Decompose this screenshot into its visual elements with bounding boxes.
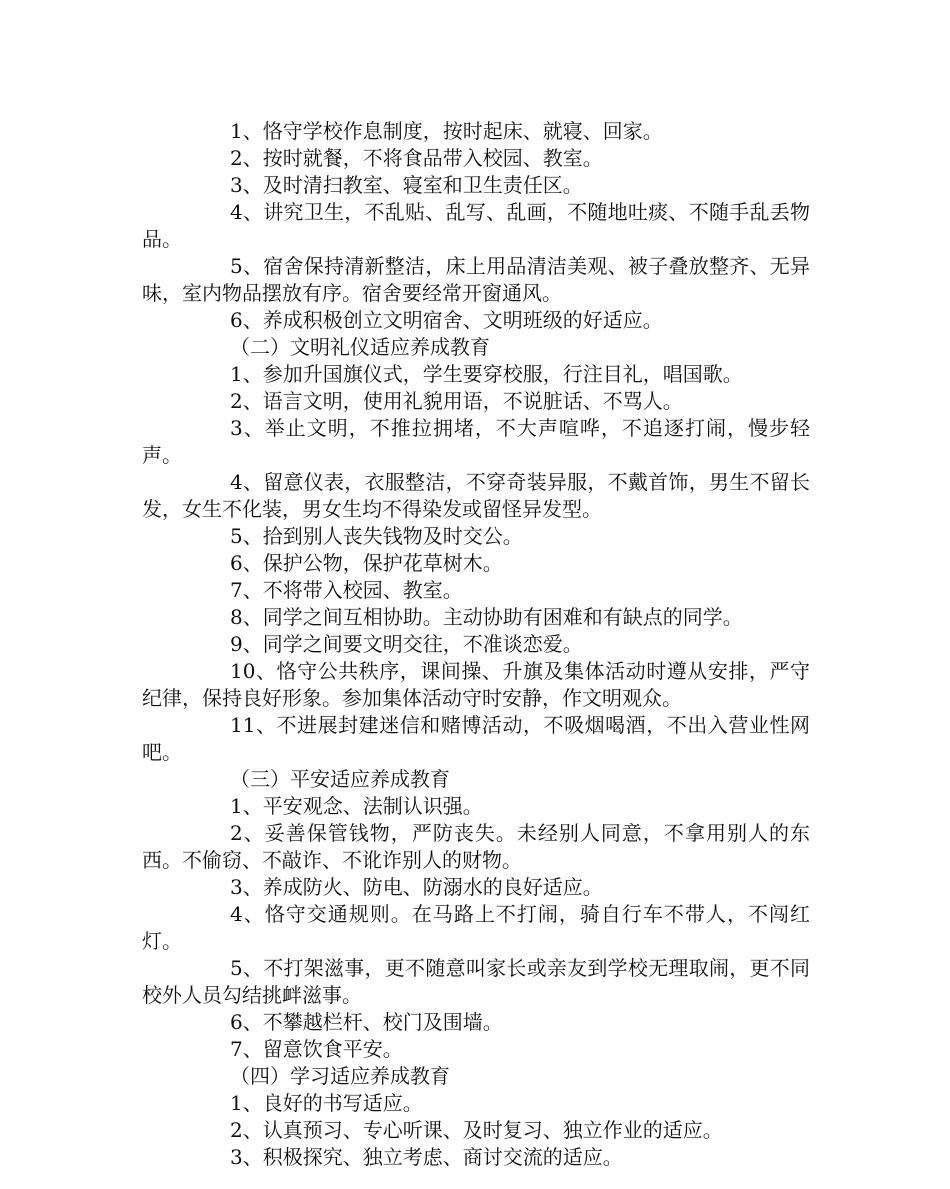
- paragraph: 3、养成防火、防电、防溺水的良好适应。: [230, 875, 603, 899]
- paragraph: 2、认真预习、专心听课、及时复习、独立作业的适应。: [230, 1118, 723, 1142]
- paragraph: 11、不进展封建迷信和赌博活动，不吸烟喝酒，不出入营业性网吧。: [142, 713, 810, 764]
- paragraph: 2、语言文明，使用礼貌用语，不说脏话、不骂人。: [230, 389, 683, 413]
- paragraph: 5、不打架滋事，更不随意叫家长或亲友到学校无理取闹，更不同校外人员勾结挑衅滋事。: [142, 956, 810, 1007]
- section-heading: （四）学习适应养成教育: [230, 1064, 450, 1088]
- paragraph: 1、良好的书写适应。: [230, 1091, 423, 1115]
- paragraph: 8、同学之间互相协助。主动协助有困难和有缺点的同学。: [230, 605, 743, 629]
- paragraph: 4、讲究卫生，不乱贴、乱写、乱画，不随地吐痰、不随手乱丢物品。: [142, 200, 810, 251]
- paragraph: 1、参加升国旗仪式，学生要穿校服，行注目礼，唱国歌。: [230, 362, 743, 386]
- paragraph: 4、恪守交通规则。在马路上不打闹，骑自行车不带人，不闯红灯。: [142, 902, 810, 953]
- paragraph: 9、同学之间要文明交往，不准谈恋爱。: [230, 632, 583, 656]
- paragraph: 2、按时就餐，不将食品带入校园、教室。: [230, 146, 603, 170]
- paragraph: 10、恪守公共秩序，课间操、升旗及集体活动时遵从安排，严守纪律，保持良好形象。参加集体活动守时安静，作文明观众。: [142, 659, 810, 710]
- paragraph: 3、举止文明，不推拉拥堵，不大声喧哗，不追逐打闹，慢步轻声。: [142, 416, 810, 467]
- paragraph: 1、平安观念、法制认识强。: [230, 794, 483, 818]
- paragraph: 2、妥善保管钱物，严防丧失。未经别人同意，不拿用别人的东西。不偷窃、不敲诈、不讹诈别人的财物。: [142, 821, 810, 872]
- paragraph: 7、不将带入校园、教室。: [230, 578, 463, 602]
- section-heading: （二）文明礼仪适应养成教育: [230, 335, 490, 359]
- document-body: [142, 118, 810, 1171]
- paragraph: 3、积极探究、独立考虑、商讨交流的适应。: [230, 1145, 623, 1169]
- paragraph: 6、养成积极创立文明宿舍、文明班级的好适应。: [230, 308, 663, 332]
- paragraph: 5、拾到别人丧失钱物及时交公。: [230, 524, 523, 548]
- paragraph: 1、恪守学校作息制度，按时起床、就寝、回家。: [230, 119, 663, 143]
- paragraph: 5、宿舍保持清新整洁，床上用品清洁美观、被子叠放整齐、无异味，室内物品摆放有序。宿舍要经常开窗通风。: [142, 254, 810, 305]
- paragraph: 6、保护公物，保护花草树木。: [230, 551, 503, 575]
- paragraph: 6、不攀越栏杆、校门及围墙。: [230, 1010, 503, 1034]
- paragraph: 4、留意仪表，衣服整洁，不穿奇装异服，不戴首饰，男生不留长发，女生不化装，男女生均不得染发或留怪异发型。: [142, 470, 810, 521]
- paragraph: 3、及时清扫教室、寝室和卫生责任区。: [230, 173, 583, 197]
- section-heading: （三）平安适应养成教育: [230, 767, 450, 791]
- paragraph: 7、留意饮食平安。: [230, 1037, 403, 1061]
